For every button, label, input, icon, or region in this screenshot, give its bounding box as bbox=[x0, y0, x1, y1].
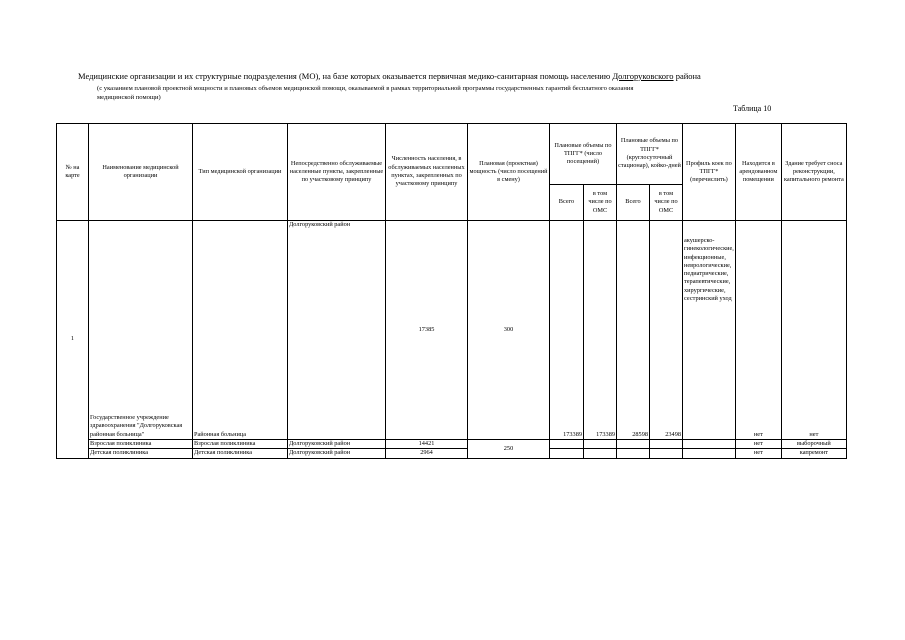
cell-type: Районная больница bbox=[193, 221, 288, 440]
cell-empty bbox=[650, 449, 683, 458]
header-tpgg-visits: Плановые объемы по ТПГГ* (число посещений) bbox=[550, 124, 617, 185]
page-title bbox=[78, 71, 701, 81]
title-prefix: Медицинские организации и их структурные подразделения (МО), на базе которых оказывается первичная медико-санитарная помощь населению bbox=[78, 71, 613, 81]
header-beds-oms: в том числе по ОМС bbox=[650, 185, 683, 221]
header-type: Тип медицинской организации bbox=[193, 124, 288, 221]
cell-empty bbox=[617, 449, 650, 458]
table-row-main bbox=[57, 221, 847, 440]
header-tpgg-beds: Плановые объемы по ТПГГ* (круглосуточный стационар), койко-дней bbox=[617, 124, 683, 185]
cell-empty bbox=[683, 440, 736, 449]
cell-requires: нет bbox=[781, 221, 846, 440]
cell-profile: акушерско-гинекологические, инфекционные, неврологические, педиатрические, терапевтические, хирургические, сестринский уход bbox=[683, 221, 736, 440]
header-capacity: Плановая (проектная) мощность (число посещений в смену) bbox=[468, 124, 550, 221]
cell-adult-settlement: Долгоруковский район bbox=[288, 440, 386, 449]
cell-child-population: 2964 bbox=[386, 449, 468, 458]
header-requires: Здание требует сноса реконструкции, капитального ремонта bbox=[781, 124, 846, 221]
header-rented: Находится в арендованном помещении bbox=[735, 124, 781, 221]
cell-adult-population: 14421 bbox=[386, 440, 468, 449]
cell-child-type: Детская поликлиника bbox=[193, 449, 288, 458]
cell-child-requires: капремонт bbox=[781, 449, 846, 458]
cell-population: 17385 bbox=[386, 221, 468, 440]
cell-visits-oms: 173389 bbox=[584, 221, 617, 440]
cell-empty bbox=[617, 440, 650, 449]
cell-empty bbox=[650, 440, 683, 449]
cell-capacity: 300 bbox=[468, 221, 550, 440]
cell-district: Долгоруковский район bbox=[288, 221, 386, 440]
cell-empty bbox=[550, 449, 584, 458]
header-row bbox=[57, 124, 847, 185]
header-visits-total: Всего bbox=[550, 185, 584, 221]
header-name: Наименование медицинской организации bbox=[89, 124, 193, 221]
cell-empty bbox=[584, 440, 617, 449]
cell-adult-requires: выборочный bbox=[781, 440, 846, 449]
cell-adult-capacity: 250 bbox=[468, 440, 550, 459]
cell-visits-total: 173389 bbox=[550, 221, 584, 440]
cell-child-name: Детская поликлиника bbox=[89, 449, 193, 458]
header-profile: Профиль коек по ТПГГ* (перечислить) bbox=[683, 124, 736, 221]
cell-child-rented: нет bbox=[735, 449, 781, 458]
table-row-child bbox=[57, 449, 847, 458]
cell-adult-rented: нет bbox=[735, 440, 781, 449]
cell-rented: нет bbox=[735, 221, 781, 440]
cell-child-settlement: Долгоруковский район bbox=[288, 449, 386, 458]
header-population: Численность населения, в обслуживаемых населенных пунктах, закрепленных по участковому принципу bbox=[386, 124, 468, 221]
table-number: Таблица 10 bbox=[733, 104, 772, 113]
cell-num: 1 bbox=[57, 221, 89, 459]
cell-adult-type: Взрослая поликлиника bbox=[193, 440, 288, 449]
page-subtitle: (с указанием плановой проектной мощности и плановых объемов медицинской помощи, оказываемой в рамках территориальной программы государственных гарантий бесплатного оказания медицинской помощи) bbox=[97, 85, 634, 101]
header-settlements: Непосредственно обслуживаемые населенные пункты, закрепленные по участковому принципу bbox=[288, 124, 386, 221]
title-district: Долгоруковского bbox=[612, 71, 674, 81]
cell-beds-oms: 23498 bbox=[650, 221, 683, 440]
cell-empty bbox=[584, 449, 617, 458]
header-visits-oms: в том числе по ОМС bbox=[584, 185, 617, 221]
mo-table bbox=[56, 123, 847, 459]
header-num: № на карте bbox=[57, 124, 89, 221]
title-suffix: района bbox=[673, 71, 701, 81]
header-beds-total: Всего bbox=[617, 185, 650, 221]
cell-adult-name: Взрослая поликлиника bbox=[89, 440, 193, 449]
table-row-adult bbox=[57, 440, 847, 449]
cell-empty bbox=[683, 449, 736, 458]
cell-name: Государственное учреждение здравоохранения "Долгоруковская районная больница" bbox=[89, 221, 193, 440]
cell-beds-total: 28598 bbox=[617, 221, 650, 440]
cell-empty bbox=[550, 440, 584, 449]
